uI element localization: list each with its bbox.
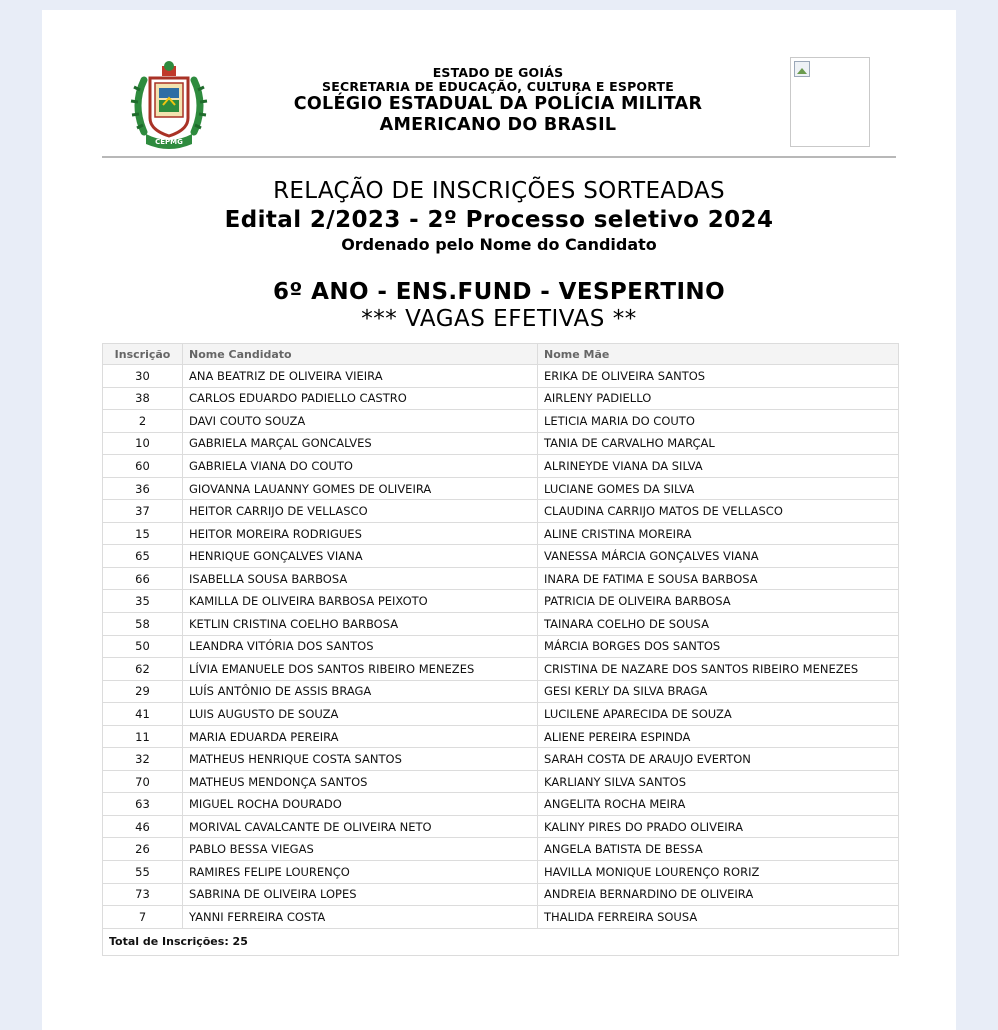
- cell-inscricao: 46: [103, 815, 183, 838]
- cell-candidate-name: HEITOR MOREIRA RODRIGUES: [183, 522, 538, 545]
- cell-candidate-name: MORIVAL CAVALCANTE DE OLIVEIRA NETO: [183, 815, 538, 838]
- cell-mother-name: THALIDA FERREIRA SOUSA: [538, 906, 899, 929]
- cell-mother-name: MÁRCIA BORGES DOS SANTOS: [538, 635, 899, 658]
- cell-candidate-name: RAMIRES FELIPE LOURENÇO: [183, 861, 538, 884]
- cell-inscricao: 38: [103, 387, 183, 410]
- state-name: ESTADO DE GOIÁS: [432, 65, 564, 80]
- cell-mother-name: ANDREIA BERNARDINO DE OLIVEIRA: [538, 883, 899, 906]
- school-name-line1: COLÉGIO ESTADUAL DA POLÍCIA MILITAR: [293, 94, 703, 114]
- table-row: [103, 658, 899, 681]
- cell-candidate-name: GABRIELA MARÇAL GONCALVES: [183, 432, 538, 455]
- cell-candidate-name: HEITOR CARRIJO DE VELLASCO: [183, 500, 538, 523]
- cell-mother-name: PATRICIA DE OLIVEIRA BARBOSA: [538, 590, 899, 613]
- cell-inscricao: 62: [103, 658, 183, 681]
- table-row: [103, 477, 899, 500]
- cell-inscricao: 41: [103, 703, 183, 726]
- cell-inscricao: 63: [103, 793, 183, 816]
- cell-candidate-name: HENRIQUE GONÇALVES VIANA: [183, 545, 538, 568]
- cell-inscricao: 30: [103, 365, 183, 388]
- cell-mother-name: KALINY PIRES DO PRADO OLIVEIRA: [538, 815, 899, 838]
- ordering-note: Ordenado pelo Nome do Candidato: [341, 235, 657, 254]
- cell-inscricao: 26: [103, 838, 183, 861]
- table-row: [103, 410, 899, 433]
- cell-candidate-name: DAVI COUTO SOUZA: [183, 410, 538, 433]
- document-page: [42, 10, 956, 1030]
- cell-candidate-name: KAMILLA DE OLIVEIRA BARBOSA PEIXOTO: [183, 590, 538, 613]
- header: [212, 66, 784, 136]
- cell-candidate-name: SABRINA DE OLIVEIRA LOPES: [183, 883, 538, 906]
- cell-candidate-name: GIOVANNA LAUANNY GOMES DE OLIVEIRA: [183, 477, 538, 500]
- document-title: RELAÇÃO DE INSCRIÇÕES SORTEADAS: [273, 178, 725, 204]
- total-row: [103, 928, 899, 955]
- table-row: [103, 793, 899, 816]
- cell-mother-name: TANIA DE CARVALHO MARÇAL: [538, 432, 899, 455]
- cell-inscricao: 70: [103, 770, 183, 793]
- cell-mother-name: TAINARA COELHO DE SOUSA: [538, 613, 899, 636]
- cell-inscricao: 58: [103, 613, 183, 636]
- secretariat-name: SECRETARIA DE EDUCAÇÃO, CULTURA E ESPORTE: [322, 79, 674, 94]
- cell-candidate-name: LEANDRA VITÓRIA DOS SANTOS: [183, 635, 538, 658]
- cell-inscricao: 10: [103, 432, 183, 455]
- cell-inscricao: 11: [103, 725, 183, 748]
- table-row: [103, 906, 899, 929]
- table-row: [103, 365, 899, 388]
- table-row: [103, 770, 899, 793]
- cell-candidate-name: GABRIELA VIANA DO COUTO: [183, 455, 538, 478]
- cell-inscricao: 35: [103, 590, 183, 613]
- cell-inscricao: 7: [103, 906, 183, 929]
- cell-inscricao: 37: [103, 500, 183, 523]
- table-row: [103, 635, 899, 658]
- column-header-candidate: Nome Candidato: [183, 344, 538, 365]
- table-row: [103, 748, 899, 771]
- cell-inscricao: 60: [103, 455, 183, 478]
- cell-candidate-name: ISABELLA SOUSA BARBOSA: [183, 567, 538, 590]
- table-row: [103, 432, 899, 455]
- cell-inscricao: 2: [103, 410, 183, 433]
- table-row: [103, 500, 899, 523]
- cell-inscricao: 15: [103, 522, 183, 545]
- table-row: [103, 680, 899, 703]
- svg-text:CEPMG: CEPMG: [155, 138, 183, 146]
- vagas-title: *** VAGAS EFETIVAS **: [361, 306, 637, 332]
- header-divider: [102, 156, 896, 158]
- cell-mother-name: INARA DE FATIMA E SOUSA BARBOSA: [538, 567, 899, 590]
- cell-mother-name: LETICIA MARIA DO COUTO: [538, 410, 899, 433]
- table-row: [103, 703, 899, 726]
- cell-mother-name: ALRINEYDE VIANA DA SILVA: [538, 455, 899, 478]
- cell-candidate-name: MATHEUS MENDONÇA SANTOS: [183, 770, 538, 793]
- table-row: [103, 883, 899, 906]
- cell-candidate-name: YANNI FERREIRA COSTA: [183, 906, 538, 929]
- table-row: [103, 567, 899, 590]
- column-header-inscricao: Inscrição: [103, 344, 183, 365]
- cell-candidate-name: PABLO BESSA VIEGAS: [183, 838, 538, 861]
- edital-title: Edital 2/2023 - 2º Processo seletivo 2024: [224, 207, 774, 233]
- cell-mother-name: LUCILENE APARECIDA DE SOUZA: [538, 703, 899, 726]
- total-inscriptions: Total de Inscrições: 25: [103, 928, 899, 955]
- cell-mother-name: ANGELA BATISTA DE BESSA: [538, 838, 899, 861]
- cell-mother-name: AIRLENY PADIELLO: [538, 387, 899, 410]
- cell-candidate-name: CARLOS EDUARDO PADIELLO CASTRO: [183, 387, 538, 410]
- table-header-row: [103, 344, 899, 365]
- table-row: [103, 815, 899, 838]
- cell-candidate-name: ANA BEATRIZ DE OLIVEIRA VIEIRA: [183, 365, 538, 388]
- cell-mother-name: ALIENE PEREIRA ESPINDA: [538, 725, 899, 748]
- school-crest-icon: [130, 60, 208, 152]
- cell-candidate-name: MARIA EDUARDA PEREIRA: [183, 725, 538, 748]
- enrollment-table: [102, 343, 899, 956]
- broken-image-icon: [790, 57, 870, 147]
- table-row: [103, 861, 899, 884]
- cell-candidate-name: MATHEUS HENRIQUE COSTA SANTOS: [183, 748, 538, 771]
- cell-candidate-name: LUÍS ANTÔNIO DE ASSIS BRAGA: [183, 680, 538, 703]
- school-name-line2: AMERICANO DO BRASIL: [379, 115, 617, 135]
- cell-inscricao: 66: [103, 567, 183, 590]
- cell-mother-name: LUCIANE GOMES DA SILVA: [538, 477, 899, 500]
- cell-candidate-name: MIGUEL ROCHA DOURADO: [183, 793, 538, 816]
- table-row: [103, 613, 899, 636]
- cell-inscricao: 32: [103, 748, 183, 771]
- cell-mother-name: ANGELITA ROCHA MEIRA: [538, 793, 899, 816]
- cell-mother-name: ERIKA DE OLIVEIRA SANTOS: [538, 365, 899, 388]
- cell-inscricao: 73: [103, 883, 183, 906]
- class-title: 6º ANO - ENS.FUND - VESPERTINO: [272, 279, 726, 305]
- table-row: [103, 522, 899, 545]
- cell-candidate-name: KETLIN CRISTINA COELHO BARBOSA: [183, 613, 538, 636]
- cell-mother-name: SARAH COSTA DE ARAUJO EVERTON: [538, 748, 899, 771]
- table-row: [103, 725, 899, 748]
- cell-mother-name: VANESSA MÁRCIA GONÇALVES VIANA: [538, 545, 899, 568]
- titles-block: [102, 176, 896, 332]
- cell-inscricao: 65: [103, 545, 183, 568]
- cell-mother-name: GESI KERLY DA SILVA BRAGA: [538, 680, 899, 703]
- column-header-mother: Nome Mãe: [538, 344, 899, 365]
- table-row: [103, 455, 899, 478]
- table-row: [103, 545, 899, 568]
- cell-mother-name: CLAUDINA CARRIJO MATOS DE VELLASCO: [538, 500, 899, 523]
- cell-mother-name: CRISTINA DE NAZARE DOS SANTOS RIBEIRO MENEZES: [538, 658, 899, 681]
- cell-inscricao: 36: [103, 477, 183, 500]
- cell-mother-name: KARLIANY SILVA SANTOS: [538, 770, 899, 793]
- table-row: [103, 590, 899, 613]
- table-row: [103, 838, 899, 861]
- cell-mother-name: HAVILLA MONIQUE LOURENÇO RORIZ: [538, 861, 899, 884]
- table-row: [103, 387, 899, 410]
- cell-candidate-name: LÍVIA EMANUELE DOS SANTOS RIBEIRO MENEZES: [183, 658, 538, 681]
- cell-inscricao: 50: [103, 635, 183, 658]
- cell-inscricao: 55: [103, 861, 183, 884]
- cell-inscricao: 29: [103, 680, 183, 703]
- cell-candidate-name: LUIS AUGUSTO DE SOUZA: [183, 703, 538, 726]
- cell-mother-name: ALINE CRISTINA MOREIRA: [538, 522, 899, 545]
